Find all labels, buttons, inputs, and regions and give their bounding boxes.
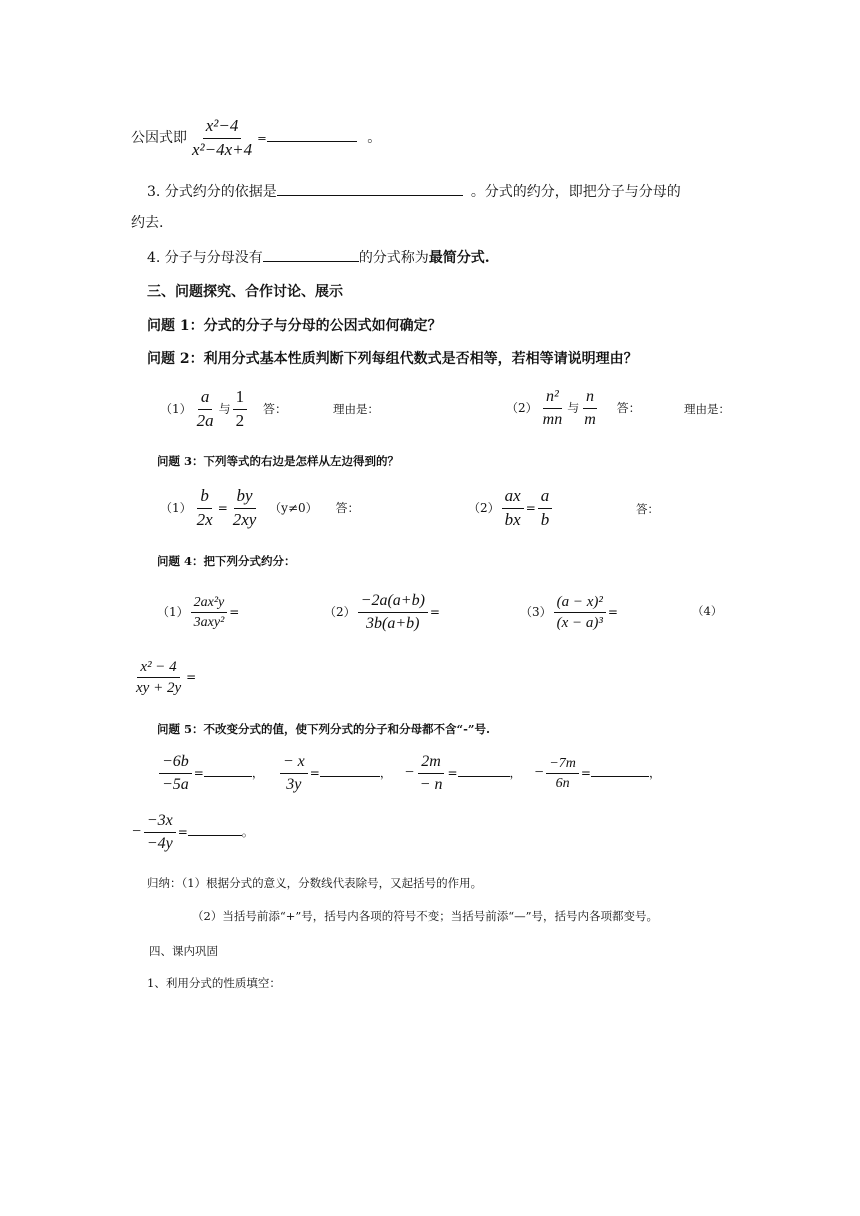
answer-blank[interactable] bbox=[591, 766, 649, 777]
fraction: $\frac{\text{x²−4}}{\text{x²−4x+4}}$ bbox=[192, 115, 253, 159]
q5-row-1: $\frac{-6b}{-5a}$ = ， $\frac{- x}{3y}$ = ， − $\frac{2m}{- n}$ = ， − $\frac{-7m}{6n}$ = ， bbox=[157, 750, 661, 796]
fraction: $\frac{\text{x² − 4}}{xy + 2y}$ bbox=[136, 658, 182, 696]
answer-blank[interactable] bbox=[320, 766, 380, 777]
answer-blank[interactable] bbox=[204, 766, 252, 777]
question-5: 问题 5：不改变分式的值，使下列分式的分子和分母都不含“-”号. bbox=[157, 722, 491, 736]
q2-item-1: （1） $\frac{a}{2a}$ 与 $\frac{1}{2}$ 答： bbox=[160, 387, 287, 430]
question-1: 问题 1：分式的分子与分母的公因式如何确定？ bbox=[147, 318, 442, 334]
fraction: $\frac{2m}{- n}$ bbox=[419, 753, 443, 793]
summary-1: 归纳：（1）根据分式的意义，分数线代表除号，又起括号的作用。 bbox=[147, 876, 483, 890]
q3-item-2-answer: 答： bbox=[636, 502, 659, 516]
section-3-heading: 三、问题探究、合作讨论、展示 bbox=[147, 284, 343, 300]
q4-item-1: （1） $\frac{\text{2ax²y}}{\text{3axy²}}$ = bbox=[157, 594, 240, 630]
answer-blank[interactable] bbox=[267, 127, 357, 142]
fraction: $\frac{1}{2}$ bbox=[233, 388, 248, 430]
summary-2: （2）当括号前添“+”号，括号内各项的符号不变；当括号前添“—”号，括号内各项都变号。 bbox=[192, 909, 658, 923]
fraction: $\frac{-3x}{-4y}$ bbox=[144, 812, 176, 852]
answer-blank[interactable] bbox=[188, 825, 242, 836]
q4-item-3: （3） $\frac{\text{(a − x)²}}{\text{(x − a)³}}$ = bbox=[520, 593, 618, 631]
q2-item-2-reason: 理由是： bbox=[684, 402, 730, 416]
q2-item-2: （2） $\frac{\text{n²}}{mn}$ 与 $\frac{n}{m}$ 答： bbox=[506, 388, 641, 428]
item-3-cont: 约去. bbox=[131, 215, 164, 231]
q3-item-1: （1） $\frac{b}{2x}$ = $\frac{by}{2xy}$ （y≠0） 答： bbox=[160, 486, 360, 529]
fraction: $\frac{by}{2xy}$ bbox=[232, 486, 257, 529]
question-2: 问题 2：利用分式基本性质判断下列每组代数式是否相等，若相等请说明理由？ bbox=[147, 351, 638, 367]
fraction: $\frac{ax}{bx}$ bbox=[502, 487, 524, 529]
question-3: 问题 3：下列等式的右边是怎样从左边得到的？ bbox=[157, 454, 400, 468]
answer-blank[interactable] bbox=[277, 181, 463, 196]
fraction: $\frac{\text{(a − x)²}}{\text{(x − a)³}}$ bbox=[554, 594, 606, 632]
fraction: $\frac{-6b}{-5a}$ bbox=[159, 753, 192, 793]
answer-blank[interactable] bbox=[263, 247, 359, 262]
fraction: $\frac{\text{2ax²y}}{\text{3axy²}}$ bbox=[191, 595, 228, 631]
fraction: $\frac{- x}{3y}$ bbox=[280, 753, 308, 793]
q5-row-2: − $\frac{-3x}{-4y}$ = 。 bbox=[131, 812, 254, 852]
practice-1: 1、利用分式的性质填空： bbox=[147, 976, 281, 990]
line-common-factor: 公因式即 $\frac{\text{x²−4}}{\text{x²−4x+4}}$ = 。 bbox=[131, 115, 382, 159]
section-4-heading: 四、课内巩固 bbox=[149, 944, 218, 958]
item-4: 4. 分子与分母没有 的分式称为最简分式. bbox=[147, 247, 490, 268]
item-3: 3. 分式约分的依据是 。分式的约分，即把分子与分母的 bbox=[147, 181, 681, 202]
q3-item-2: （2） $\frac{ax}{bx}$ = $\frac{a}{b}$ bbox=[468, 486, 554, 530]
q4-item-2: （2） $\frac{-2a(a+b)}{3b(a+b)}$ = bbox=[324, 592, 440, 632]
fraction: $\frac{-2a(a+b)}{3b(a+b)}$ bbox=[358, 592, 428, 632]
answer-blank[interactable] bbox=[458, 766, 510, 777]
q2-item-1-reason: 理由是： bbox=[333, 402, 379, 416]
fraction: $\frac{-7m}{6n}$ bbox=[546, 756, 579, 792]
fraction: $\frac{\text{n²}}{mn}$ bbox=[542, 388, 563, 428]
fraction: $\frac{b}{2x}$ bbox=[196, 486, 213, 529]
q4-item-4: $\frac{\text{x² − 4}}{xy + 2y}$ = bbox=[131, 654, 196, 700]
fraction: $\frac{a}{2a}$ bbox=[196, 387, 214, 430]
q4-item-4-label: （4） bbox=[692, 604, 723, 618]
question-4: 问题 4：把下列分式约分： bbox=[157, 554, 296, 568]
fraction: $\frac{n}{m}$ bbox=[584, 388, 596, 428]
fraction: $\frac{a}{b}$ bbox=[538, 487, 553, 529]
